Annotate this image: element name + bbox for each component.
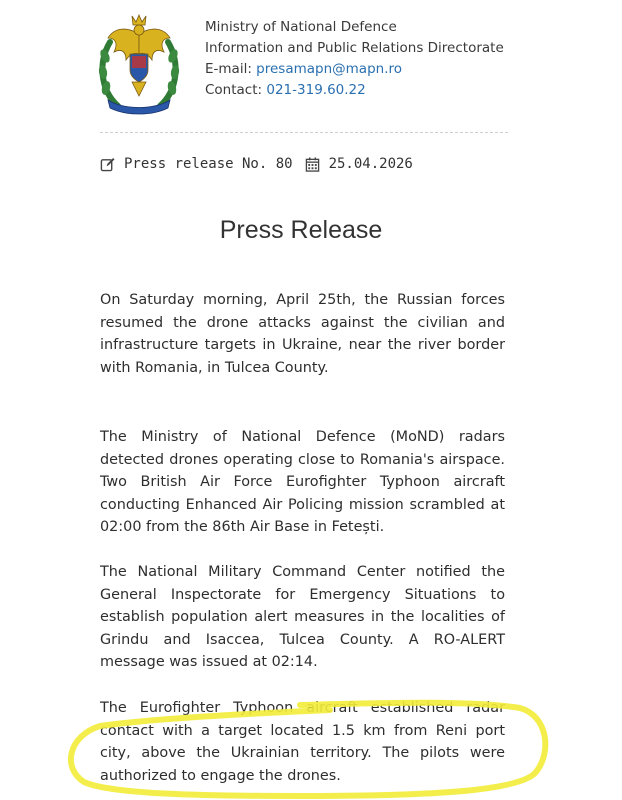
email-row	[205, 59, 504, 80]
calendar-icon	[305, 157, 320, 172]
header-divider	[100, 132, 508, 133]
directorate-name: Information and Public Relations Directorate	[205, 40, 504, 56]
org-name: Ministry of National Defence	[205, 19, 397, 35]
edit-icon	[100, 157, 115, 172]
paragraph-1: On Saturday morning, April 25th, the Russian forces resumed the drone attacks against the civilian and infrastructure targets in Ukraine, near the river border with Romania, in Tulcea County.	[100, 292, 505, 376]
contact-block	[205, 17, 504, 101]
paragraph-3: The National Military Command Center notified the General Inspectorate for Emergency Situations to establish population alert measures in the localities of Grindu and Isaccea, Tulcea County. A RO-ALERT message was issued at 02:14.	[100, 564, 505, 670]
release-number: Press release No. 80	[124, 156, 293, 172]
email-link[interactable]: presamapn@mapn.ro	[256, 61, 403, 77]
romanian-eagle-crest-icon	[96, 12, 182, 116]
release-meta	[100, 156, 413, 172]
phone-row	[205, 80, 504, 101]
paragraph-2: The Ministry of National Defence (MoND) radars detected drones operating close to Romania's airspace. Two British Air Force Eurofighter Typhoon aircraft conducting Enhanced Air Policing mission scrambled at 02:00 from the 86th Air Base in Fetești.	[100, 429, 505, 535]
page-title: Press Release	[219, 216, 383, 244]
contact-label: Contact:	[205, 82, 263, 98]
paragraph-4: The Eurofighter Typhoon aircraft established radar contact with a target located 1.5 km from Reni port city, above the Ukrainian territory. The pilots were authorized to engage the drones.	[100, 700, 505, 784]
email-label: E-mail:	[205, 61, 252, 77]
release-date: 25.04.2026	[328, 156, 413, 172]
phone-link[interactable]: 021-319.60.22	[266, 82, 366, 98]
